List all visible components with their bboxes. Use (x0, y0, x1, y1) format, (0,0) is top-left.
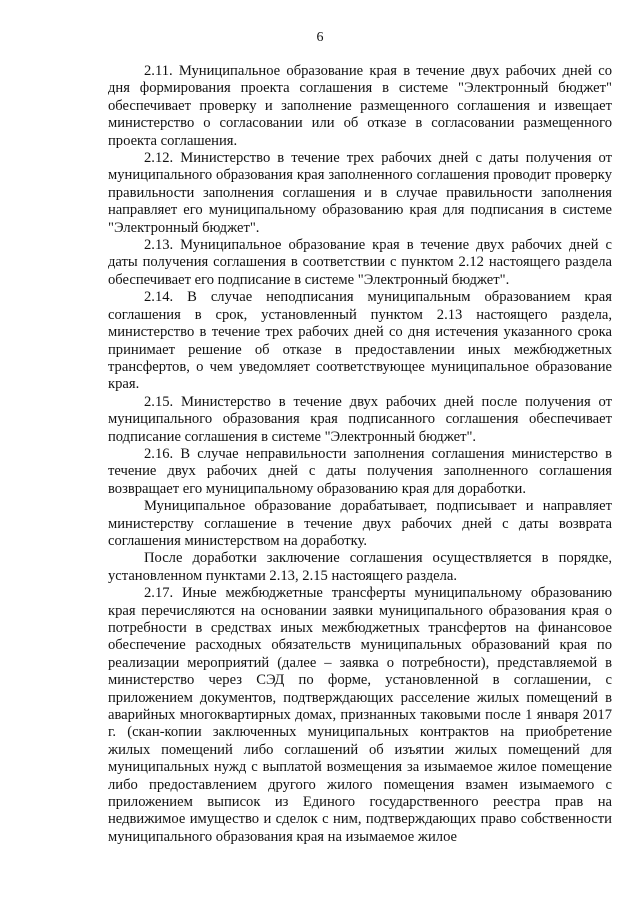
paragraph-2-17: 2.17. Иные межбюджетные трансферты муниципальному образованию края перечисляются на основании заявки муниципального образования края о потребности в средствах иных межбюджетных трансфертов на финансовое обеспечение расходных обязательств муниципальных образований края по реализации мероприятий (далее – заявка о потребности), представляемой в министерство через СЭД по форме, установленной в соглашении, с приложением документов, подтверждающих расселение жилых помещений в аварийных многоквартирных домах, признанных таковыми после 1 января 2017 г. (скан-копии заключенных муниципальных контрактов на приобретение жилых помещений либо соглашений об изъятии жилых помещений для муниципальных нужд с выплатой возмещения за изымаемое жилое помещение либо предоставлением другого жилого помещения взамен изымаемого с приложением выписок из Единого государственного реестра прав на недвижимое имущество и сделок с ним, подтверждающих право собственности муниципального образования края на изымаемое жилое (108, 585, 612, 845)
document-body (108, 63, 612, 846)
paragraph-2-12: 2.12. Министерство в течение трех рабочих дней с даты получения от муниципального образования края заполненного соглашения проводит проверку правильности заполнения соглашения и в случае правильности заполнения направляет его муниципальному образованию края для подписания в системе "Электронный бюджет". (108, 150, 612, 236)
paragraph-2-16: 2.16. В случае неправильности заполнения соглашения министерство в течение двух рабочих дней с даты получения заполненного соглашения возвращает его муниципальному образованию края для доработки. (108, 445, 612, 497)
paragraph-2-13: 2.13. Муниципальное образование края в течение двух рабочих дней с даты получения соглашения в соответствии с пунктом 2.12 настоящего раздела обеспечивает его подписание в системе "Электронный бюджет". (108, 237, 612, 288)
paragraph-2-16-after-rework: После доработки заключение соглашения осуществляется в порядке, установленном пунктами 2.13, 2.15 настоящего раздела. (108, 550, 612, 584)
paragraph-2-15: 2.15. Министерство в течение двух рабочих дней после получения от муниципального образования края подписанного соглашения обеспечивает подписание соглашения в системе "Электронный бюджет". (108, 393, 612, 445)
paragraph-2-14: 2.14. В случае неподписания муниципальным образованием края соглашения в срок, установленный пунктом 2.13 настоящего раздела, министерство в течение трех рабочих дней со дня истечения указанного срока принимает решение об отказе в предоставлении иных межбюджетных трансфертов, о чем уведомляет соответствующее муниципальное образование края. (108, 289, 612, 393)
paragraph-2-11: 2.11. Муниципальное образование края в течение двух рабочих дней со дня формирования проекта соглашения в системе "Электронный бюджет" обеспечивает проверку и заполнение размещенного соглашения и извещает министерство о согласовании или об отказе в согласовании размещенного проекта соглашения. (108, 63, 612, 149)
paragraph-2-16-rework: Муниципальное образование дорабатывает, подписывает и направляет министерству соглашение в течение двух рабочих дней с даты возврата соглашения министерством на доработку. (108, 498, 612, 549)
page-number: 6 (316, 30, 324, 45)
